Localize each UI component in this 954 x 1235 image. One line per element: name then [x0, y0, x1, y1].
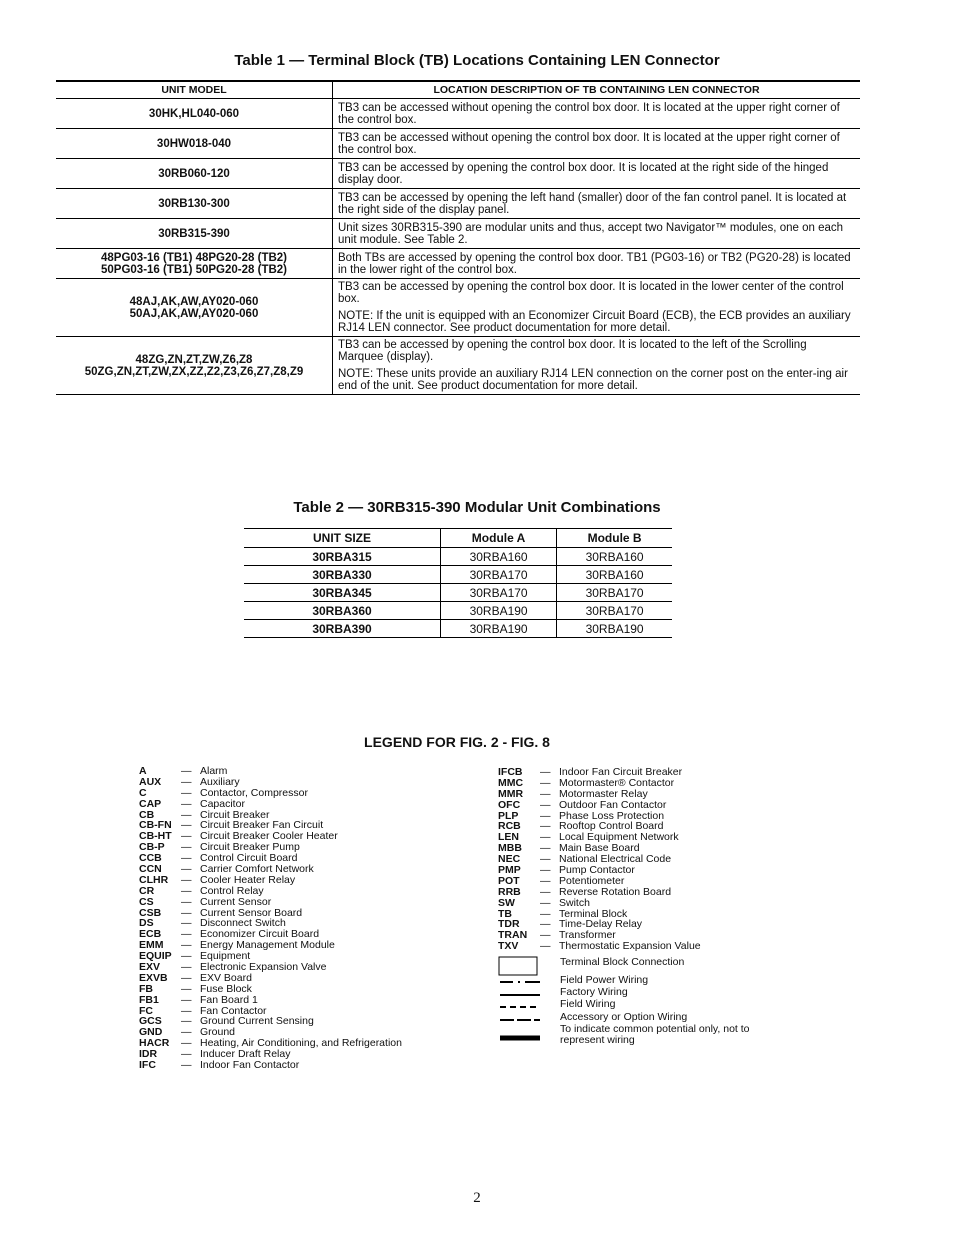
legend-abbreviation: CB-HT	[139, 830, 172, 843]
location-description-text: TB3 can be accessed by opening the control box door. It is located in the lower center of the control box.	[338, 281, 844, 305]
legend-title: LEGEND FOR FIG. 2 - FIG. 8	[364, 734, 550, 750]
table1-row	[56, 249, 860, 279]
unit-model-line: 30RB315-390	[158, 227, 230, 240]
table2-header-module-b: Module B	[557, 529, 672, 548]
legend-meaning: Main Base Board	[559, 842, 640, 855]
legend-meaning: Carrier Comfort Network	[200, 863, 314, 876]
legend-dash: —	[181, 982, 192, 995]
legend-dash: —	[181, 819, 192, 832]
legend-meaning: Auxiliary	[200, 775, 240, 788]
legend-meaning: Current Sensor Board	[200, 906, 303, 919]
legend-meaning: Transformer	[559, 929, 616, 942]
legend-dash: —	[181, 939, 192, 952]
unit-model-line: 50ZG,ZN,ZT,ZW,ZX,ZZ,Z2,Z3,Z6,Z7,Z8,Z9	[84, 365, 304, 378]
legend-dash: —	[540, 820, 551, 833]
unit-model-line: 30HK,HL040-060	[148, 107, 240, 120]
table2-row	[244, 602, 672, 620]
legend-entry	[498, 898, 701, 909]
unit-size-cell: 30RBA390	[244, 620, 441, 638]
location-description-cell	[333, 337, 861, 395]
common-potential-label-2: represent wiring	[560, 1034, 635, 1046]
table2-row	[244, 620, 672, 638]
location-description-cell	[333, 219, 861, 249]
module-b-cell: 30RBA160	[557, 548, 672, 566]
table2-header-module-a: Module A	[441, 529, 557, 548]
location-description-cell	[333, 189, 861, 219]
table2-title: Table 2 — 30RB315-390 Modular Unit Combinations	[293, 499, 661, 516]
legend-abbreviation: LEN	[498, 831, 519, 844]
legend-dash: —	[181, 971, 192, 984]
legend-meaning: Local Equipment Network	[559, 831, 679, 844]
legend-abbreviation: GCS	[139, 1015, 162, 1028]
unit-size-cell: 30RBA315	[244, 548, 441, 566]
factory-wiring-label: Factory Wiring	[560, 986, 628, 998]
table1-row	[56, 337, 860, 395]
unit-model-cell	[56, 129, 333, 159]
legend-abbreviation: PLP	[498, 809, 519, 822]
location-description-text: TB3 can be accessed by opening the control box door. It is located at the right side of the hinged display door.	[338, 161, 829, 186]
legend-meaning: Inducer Draft Relay	[200, 1048, 291, 1061]
table1-row	[56, 129, 860, 159]
legend-abbreviation: A	[139, 765, 147, 777]
legend-dash: —	[540, 918, 551, 931]
table2-header-unit-size: UNIT SIZE	[244, 529, 441, 548]
legend-entry	[139, 799, 402, 810]
legend-abbreviation: TXV	[498, 940, 519, 953]
legend-entry	[139, 962, 402, 973]
legend-dash: —	[181, 852, 192, 865]
location-description-cell	[333, 99, 861, 129]
legend-dash: —	[181, 1004, 192, 1017]
legend-abbreviation: TRAN	[498, 929, 528, 942]
legend-dash: —	[181, 765, 192, 777]
legend-dash: —	[181, 1015, 192, 1028]
modular-combinations-table	[244, 528, 672, 638]
legend-meaning: Disconnect Switch	[200, 917, 286, 930]
legend-meaning: Rooftop Control Board	[559, 820, 664, 833]
legend-entry	[139, 1060, 402, 1071]
legend-meaning: Contactor, Compressor	[200, 786, 308, 799]
location-description-text: TB3 can be accessed without opening the control box door. It is located at the upper right corner of the control box.	[338, 131, 840, 156]
field-power-label: Field Power Wiring	[560, 974, 649, 986]
legend-meaning: Energy Management Module	[200, 939, 335, 952]
legend-dash: —	[181, 961, 192, 974]
legend-meaning: Economizer Circuit Board	[200, 928, 320, 941]
legend-abbreviation: AUX	[139, 775, 162, 788]
legend-abbreviation: NEC	[498, 853, 521, 866]
legend-dash: —	[181, 884, 192, 897]
field-wiring-label: Field Wiring	[560, 998, 616, 1010]
legend-dash: —	[540, 766, 551, 778]
legend-entry	[139, 940, 402, 951]
legend-abbreviation: CCB	[139, 852, 162, 865]
terminal-block-label: Terminal Block Connection	[560, 956, 685, 968]
legend-dash: —	[181, 928, 192, 941]
legend-entry	[498, 800, 701, 811]
module-a-cell: 30RBA170	[441, 566, 557, 584]
location-description-text: TB3 can be accessed without opening the control box door. It is located at the upper right corner of the control box.	[338, 101, 840, 126]
legend-dash: —	[181, 1059, 192, 1072]
unit-model-line: 48ZG,ZN,ZT,ZW,Z6,Z8	[135, 353, 253, 366]
table2-row	[244, 566, 672, 584]
unit-size-cell: 30RBA345	[244, 584, 441, 602]
unit-model-cell	[56, 159, 333, 189]
table1-header-model: UNIT MODEL	[56, 81, 333, 99]
legend-dash: —	[181, 841, 192, 854]
legend-meaning: Ground Current Sensing	[200, 1015, 314, 1028]
unit-model-cell	[56, 337, 333, 395]
unit-model-line: 50AJ,AK,AW,AY020-060	[129, 307, 259, 320]
legend-abbreviation: FC	[139, 1004, 153, 1017]
location-description-text: Both TBs are accessed by opening the control box door. TB1 (PG03-16) or TB2 (PG20-28) is located in the lower right of the control box.	[338, 251, 851, 276]
legend-dash: —	[181, 808, 192, 821]
legend-abbreviation: HACR	[139, 1037, 170, 1050]
legend-dash: —	[181, 797, 192, 810]
legend-abbreviation: FB1	[139, 993, 159, 1006]
legend-entry	[139, 973, 402, 984]
unit-model-line: 30HW018-040	[156, 137, 232, 150]
legend-meaning: Indoor Fan Circuit Breaker	[559, 766, 683, 778]
table1-header-location: LOCATION DESCRIPTION OF TB CONTAINING LEN CONNECTOR	[333, 81, 861, 99]
legend-meaning: Motormaster® Contactor	[559, 776, 675, 789]
legend-abbreviation: ECB	[139, 928, 162, 941]
module-a-cell: 30RBA190	[441, 602, 557, 620]
legend-meaning: Pump Contactor	[559, 864, 635, 877]
accessory-wiring-label: Accessory or Option Wiring	[560, 1011, 688, 1023]
terminal-block-symbol	[499, 957, 537, 975]
legend-meaning: EXV Board	[200, 971, 252, 984]
table1-row	[56, 189, 860, 219]
location-description-text: TB3 can be accessed by opening the left hand (smaller) door of the fan control panel. It is located at the right side of the display panel.	[338, 191, 847, 216]
legend-dash: —	[181, 873, 192, 886]
location-description-cell	[333, 249, 861, 279]
legend-abbreviation: PMP	[498, 864, 521, 877]
legend-abbreviation: MBB	[498, 842, 522, 855]
legend-dash: —	[540, 896, 551, 909]
unit-model-line: 30RB060-120	[158, 167, 230, 180]
legend-meaning: Motormaster Relay	[559, 787, 648, 800]
legend-meaning: Equipment	[200, 950, 251, 963]
table1-row	[56, 279, 860, 337]
legend-meaning: Alarm	[200, 765, 228, 777]
legend-meaning: Control Circuit Board	[200, 852, 298, 865]
legend-meaning: Control Relay	[200, 884, 264, 897]
legend-abbreviation: EXVB	[139, 971, 168, 984]
module-b-cell: 30RBA190	[557, 620, 672, 638]
legend-dash: —	[181, 786, 192, 799]
legend-abbreviation: CAP	[139, 797, 162, 810]
legend-abbreviation: IDR	[139, 1048, 158, 1061]
legend-dash: —	[181, 906, 192, 919]
table1-row	[56, 99, 860, 129]
legend-meaning: Time-Delay Relay	[559, 918, 643, 931]
location-description-text: TB3 can be accessed by opening the control box door. It is located to the left of the Scrolling Marquee (display).	[338, 339, 807, 363]
legend-dash: —	[540, 940, 551, 953]
unit-model-cell	[56, 279, 333, 337]
module-a-cell: 30RBA160	[441, 548, 557, 566]
legend-abbreviation: MMR	[498, 787, 524, 800]
tb-locations-table	[56, 80, 860, 395]
unit-model-line: 48AJ,AK,AW,AY020-060	[129, 295, 259, 308]
legend-abbreviation: CB-FN	[139, 819, 172, 832]
legend-abbreviation: RCB	[498, 820, 521, 833]
unit-model-cell	[56, 189, 333, 219]
legend-dash: —	[540, 907, 551, 920]
module-b-cell: 30RBA170	[557, 584, 672, 602]
legend-dash: —	[540, 798, 551, 811]
legend-abbreviation: MMC	[498, 776, 524, 789]
legend-entry	[139, 875, 402, 886]
legend-dash: —	[540, 809, 551, 822]
location-description-cell	[333, 159, 861, 189]
legend-entry	[498, 941, 701, 952]
legend-meaning: Fan Contactor	[200, 1004, 267, 1017]
legend-dash: —	[540, 864, 551, 877]
legend-abbreviation: TDR	[498, 918, 520, 931]
legend-abbreviation: CCN	[139, 863, 162, 876]
legend-abbreviation: CLHR	[139, 873, 169, 886]
legend-meaning: Reverse Rotation Board	[559, 885, 672, 898]
legend-abbreviation: DS	[139, 917, 154, 930]
legend-abbreviation: C	[139, 786, 147, 799]
table1-row	[56, 219, 860, 249]
legend-entry	[139, 984, 402, 995]
legend-meaning: Ground	[200, 1026, 236, 1039]
legend-abbreviation: SW	[498, 896, 515, 909]
legend-abbreviation: CS	[139, 895, 154, 908]
legend-abbreviation: EQUIP	[139, 950, 172, 963]
legend-abbreviation: CR	[139, 884, 155, 897]
legend-abbreviation: FB	[139, 982, 153, 995]
legend-entry	[498, 887, 701, 898]
legend-abbreviation: CSB	[139, 906, 162, 919]
legend-dash: —	[181, 895, 192, 908]
location-description-text: NOTE: These units provide an auxiliary RJ14 LEN connection on the corner post on the enter-ing air end of the unit. See product documentation for more detail.	[338, 368, 848, 392]
legend-abbreviation: IFC	[139, 1059, 156, 1072]
table1-title: Table 1 — Terminal Block (TB) Locations Containing LEN Connector	[234, 52, 720, 69]
legend-meaning: Cooler Heater Relay	[200, 873, 296, 886]
module-b-cell: 30RBA160	[557, 566, 672, 584]
legend-dash: —	[540, 853, 551, 866]
module-a-cell: 30RBA170	[441, 584, 557, 602]
legend-abbreviation: CB	[139, 808, 155, 821]
legend-abbreviation: IFCB	[498, 766, 523, 778]
table1-row	[56, 159, 860, 189]
table2-row	[244, 548, 672, 566]
legend-dash: —	[181, 830, 192, 843]
legend-meaning: Fuse Block	[200, 982, 252, 995]
legend-dash: —	[181, 917, 192, 930]
legend-meaning: Circuit Breaker Pump	[200, 841, 300, 854]
legend-meaning: Circuit Breaker	[200, 808, 270, 821]
legend-abbreviation: POT	[498, 874, 520, 887]
location-description-cell	[333, 279, 861, 337]
legend-dash: —	[540, 929, 551, 942]
legend-meaning: Thermostatic Expansion Value	[559, 940, 701, 953]
legend-entry	[139, 995, 402, 1006]
legend-right-column	[498, 767, 701, 952]
legend-meaning: Capacitor	[200, 797, 245, 810]
legend-meaning: Circuit Breaker Fan Circuit	[200, 819, 324, 832]
legend-dash: —	[181, 863, 192, 876]
unit-model-line: 48PG03-16 (TB1) 48PG20-28 (TB2)	[101, 251, 287, 264]
page-number: 2	[473, 1190, 481, 1206]
legend-abbreviation: TB	[498, 907, 512, 920]
legend-dash: —	[181, 775, 192, 788]
unit-size-cell: 30RBA330	[244, 566, 441, 584]
legend-meaning: Outdoor Fan Contactor	[559, 798, 667, 811]
legend-meaning: Current Sensor	[200, 895, 272, 908]
legend-meaning: Switch	[559, 896, 590, 909]
unit-size-cell: 30RBA360	[244, 602, 441, 620]
legend-entry	[139, 1016, 402, 1027]
legend-meaning: Electronic Expansion Valve	[200, 961, 327, 974]
module-a-cell: 30RBA190	[441, 620, 557, 638]
unit-model-cell	[56, 99, 333, 129]
location-description-cell	[333, 129, 861, 159]
legend-dash: —	[540, 776, 551, 789]
legend-dash: —	[540, 842, 551, 855]
legend-entry	[139, 897, 402, 908]
legend-entry	[139, 788, 402, 799]
legend-dash: —	[540, 831, 551, 844]
legend-abbreviation: RRB	[498, 885, 521, 898]
legend-dash: —	[181, 1026, 192, 1039]
table2-row	[244, 584, 672, 602]
legend-abbreviation: GND	[139, 1026, 163, 1039]
unit-model-cell	[56, 249, 333, 279]
legend-dash: —	[181, 1048, 192, 1061]
legend-abbreviation: EMM	[139, 939, 164, 952]
legend-meaning: Heating, Air Conditioning, and Refrigeration	[200, 1037, 402, 1050]
legend-dash: —	[181, 950, 192, 963]
legend-meaning: Terminal Block	[559, 907, 628, 920]
legend-dash: —	[540, 874, 551, 887]
legend-abbreviation: OFC	[498, 798, 521, 811]
location-description-text: Unit sizes 30RB315-390 are modular units and thus, accept two Navigator™ modules, one on each unit module. See Table 2.	[338, 221, 844, 246]
legend-abbreviation: CB-P	[139, 841, 165, 854]
unit-model-cell	[56, 219, 333, 249]
legend-abbreviation: EXV	[139, 961, 161, 974]
legend-meaning: National Electrical Code	[559, 853, 672, 866]
legend-entry	[139, 766, 402, 777]
legend-left-column	[139, 766, 402, 1071]
legend-dash: —	[181, 1037, 192, 1050]
legend-dash: —	[540, 787, 551, 800]
legend-dash: —	[181, 993, 192, 1006]
legend-meaning: Circuit Breaker Cooler Heater	[200, 830, 338, 843]
wiring-symbol-graphics	[498, 955, 544, 1047]
common-potential-label-1: To indicate common potential only, not to	[560, 1023, 750, 1035]
unit-model-line: 30RB130-300	[158, 197, 230, 210]
module-b-cell: 30RBA170	[557, 602, 672, 620]
location-description-text: NOTE: If the unit is equipped with an Economizer Circuit Board (ECB), the ECB provides an auxiliary RJ14 LEN connector. See product documentation for more detail.	[338, 310, 851, 334]
legend-meaning: Indoor Fan Contactor	[200, 1059, 300, 1072]
legend-meaning: Fan Board 1	[200, 993, 258, 1006]
legend-meaning: Potentiometer	[559, 874, 625, 887]
legend-dash: —	[540, 885, 551, 898]
legend-meaning: Phase Loss Protection	[559, 809, 665, 822]
unit-model-line: 50PG03-16 (TB1) 50PG20-28 (TB2)	[101, 263, 287, 276]
